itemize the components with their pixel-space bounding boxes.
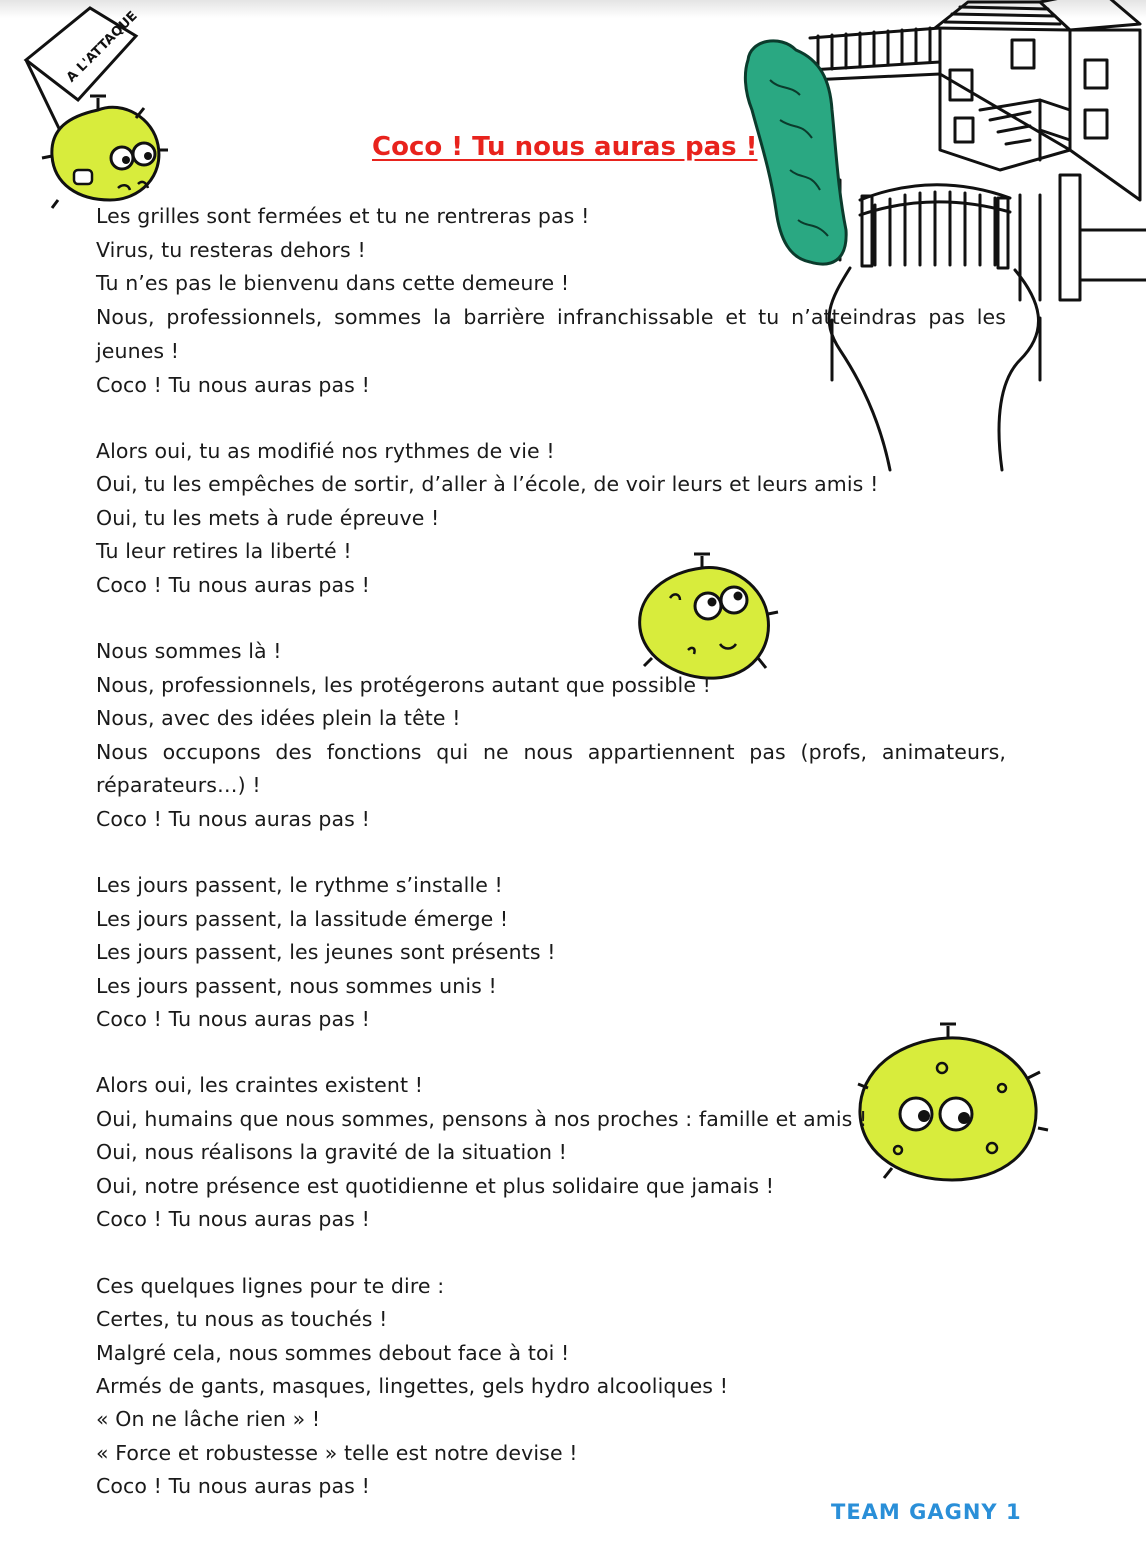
poem-line: Les jours passent, nous sommes unis ! [96, 974, 497, 998]
poem-line: Oui, nous réalisons la gravité de la situation ! [96, 1140, 567, 1164]
poem-line: Nous occupons des fonctions qui ne nous appartiennent pas (profs, animateurs, [96, 740, 1006, 764]
poem-line: Oui, notre présence est quotidienne et plus solidaire que jamais ! [96, 1174, 775, 1198]
poem-title: Coco ! Tu nous auras pas ! [372, 132, 758, 162]
poem-line: Alors oui, tu as modifié nos rythmes de vie ! [96, 439, 555, 463]
hedge-drawing [745, 41, 846, 264]
poem-line: Virus, tu resteras dehors ! [96, 238, 366, 262]
poem-line: Alors oui, les craintes existent ! [96, 1073, 424, 1097]
virus-illustration-bottom [852, 1018, 1052, 1188]
poem-line-refrain: Coco ! Tu nous auras pas ! [96, 373, 370, 397]
poem-line: Nous sommes là ! [96, 639, 282, 663]
poem-line: Nous, professionnels, sommes la barrière infranchissable et tu n’atteindras pas les [96, 305, 1006, 329]
flag-virus-illustration [18, 0, 178, 220]
poem-line-refrain: Coco ! Tu nous auras pas ! [96, 573, 370, 597]
poem-line: Les jours passent, le rythme s’installe ! [96, 873, 503, 897]
poem-line: Les grilles sont fermées et tu ne rentreras pas ! [96, 204, 590, 228]
poem-line-refrain: Coco ! Tu nous auras pas ! [96, 1007, 370, 1031]
poem-line: Tu leur retires la liberté ! [96, 539, 352, 563]
poem-line: Nous, professionnels, les protégerons autant que possible ! [96, 673, 711, 697]
poem-line: Tu n’es pas le bienvenu dans cette demeure ! [96, 271, 570, 295]
poem-line: « On ne lâche rien » ! [96, 1407, 321, 1431]
poem-line: Les jours passent, les jeunes sont présents ! [96, 940, 556, 964]
signature: TEAM GAGNY 1 [831, 1500, 1022, 1524]
poem-line: Nous, avec des idées plein la tête ! [96, 706, 461, 730]
poem-line: Les jours passent, la lassitude émerge ! [96, 907, 509, 931]
poem-line: Armés de gants, masques, lingettes, gels hydro alcooliques ! [96, 1374, 729, 1398]
poem-line: Oui, tu les empêches de sortir, d’aller à l’école, de voir leurs et leurs amis ! [96, 472, 879, 496]
poem-line: « Force et robustesse » telle est notre devise ! [96, 1441, 578, 1465]
virus-illustration-middle [632, 548, 782, 688]
house-gate-illustration [740, 0, 1146, 480]
poem-line: Certes, tu nous as touchés ! [96, 1307, 388, 1331]
poem-line: Malgré cela, nous sommes debout face à toi ! [96, 1341, 570, 1365]
poem-line-refrain: Coco ! Tu nous auras pas ! [96, 807, 370, 831]
poem-line: Oui, humains que nous sommes, pensons à nos proches : famille et amis ! [96, 1107, 868, 1131]
poem-line: réparateurs…) ! [96, 773, 261, 797]
poem-line-refrain: Coco ! Tu nous auras pas ! [96, 1207, 370, 1231]
poem-line: jeunes ! [96, 339, 180, 363]
poem-line: Ces quelques lignes pour te dire : [96, 1274, 445, 1298]
poem-line: Oui, tu les mets à rude épreuve ! [96, 506, 440, 530]
flag-text: A L'ATTAQUE [63, 8, 141, 86]
poem-line-refrain: Coco ! Tu nous auras pas ! [96, 1474, 370, 1498]
